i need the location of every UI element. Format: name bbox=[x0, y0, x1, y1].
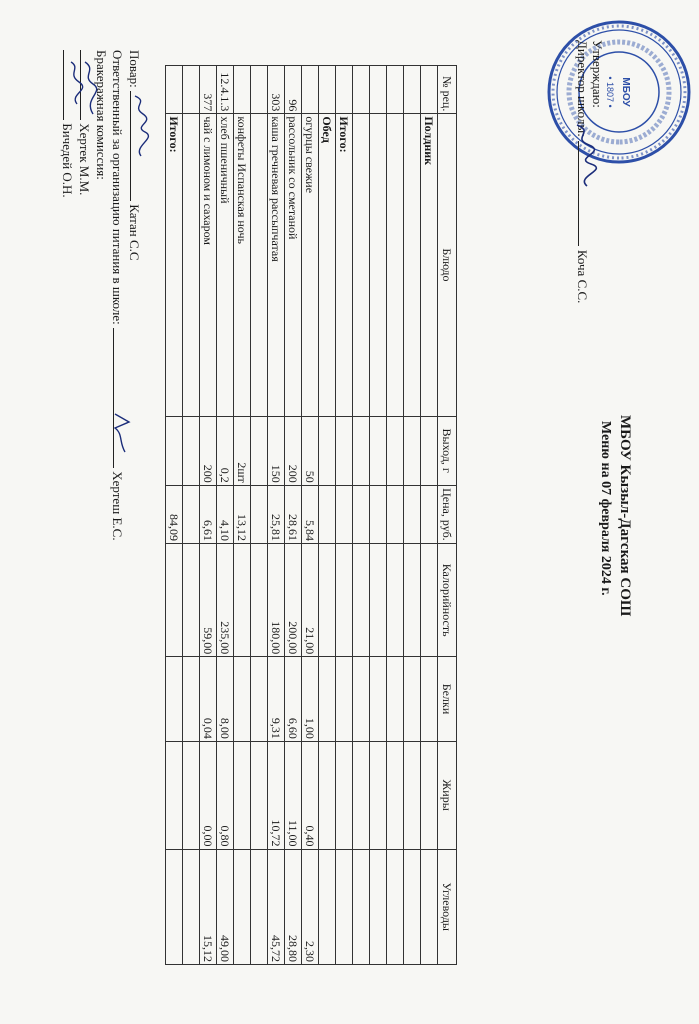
cell-output bbox=[387, 416, 404, 485]
cell-proteins bbox=[319, 657, 336, 742]
col-dish: Блюдо bbox=[438, 114, 457, 416]
cell-fats bbox=[353, 741, 370, 849]
cell-fats: 11,00 bbox=[285, 741, 302, 849]
cell-calories bbox=[336, 544, 353, 657]
cell-recipe: 96 bbox=[285, 66, 302, 114]
cell-fats bbox=[421, 741, 438, 849]
cell-fats: 0,40 bbox=[302, 741, 319, 849]
col-output: Выход, г bbox=[438, 416, 457, 485]
director-label: Директор школы: bbox=[575, 40, 590, 137]
cell-recipe bbox=[166, 66, 183, 114]
cell-carbs bbox=[421, 849, 438, 964]
cell-fats: 10,72 bbox=[268, 741, 285, 849]
approve-label: Утверждаю: bbox=[590, 40, 605, 108]
cell-proteins: 6,60 bbox=[285, 657, 302, 742]
cell-recipe bbox=[336, 66, 353, 114]
cell-recipe bbox=[234, 66, 251, 114]
cell-dish bbox=[183, 114, 200, 416]
cell-output: 50 bbox=[302, 416, 319, 485]
cell-proteins: 1,00 bbox=[302, 657, 319, 742]
cell-dish: Полдник bbox=[421, 114, 438, 416]
cell-price bbox=[336, 485, 353, 543]
cell-recipe: 303 bbox=[268, 66, 285, 114]
cell-carbs: 2,30 bbox=[302, 849, 319, 964]
cell-proteins bbox=[234, 657, 251, 742]
menu-date: Меню на 07 февраля 2024 г. bbox=[598, 421, 613, 596]
cell-dish: Итого: bbox=[166, 114, 183, 416]
cell-price: 5,84 bbox=[302, 485, 319, 543]
cell-carbs bbox=[336, 849, 353, 964]
cell-recipe: 377 bbox=[200, 66, 217, 114]
table-row bbox=[319, 66, 336, 965]
cell-calories bbox=[183, 544, 200, 657]
cell-output: 200 bbox=[200, 416, 217, 485]
cell-output bbox=[183, 416, 200, 485]
responsible-label: Ответственный за организацию питания в школе: bbox=[110, 50, 125, 325]
cell-dish: Итого: bbox=[336, 114, 353, 416]
cell-calories bbox=[234, 544, 251, 657]
school-stamp bbox=[539, 12, 699, 172]
cell-calories bbox=[370, 544, 387, 657]
menu-table bbox=[165, 65, 457, 965]
cell-price bbox=[421, 485, 438, 543]
cell-fats bbox=[251, 741, 268, 849]
table-row bbox=[387, 66, 404, 965]
table-row bbox=[404, 66, 421, 965]
table-row bbox=[370, 66, 387, 965]
table-row bbox=[421, 66, 438, 965]
cell-proteins bbox=[404, 657, 421, 742]
cell-calories: 200,00 bbox=[285, 544, 302, 657]
cell-carbs bbox=[404, 849, 421, 964]
cell-output: 150 bbox=[268, 416, 285, 485]
cell-fats bbox=[319, 741, 336, 849]
director-signature bbox=[569, 120, 599, 190]
cell-fats bbox=[404, 741, 421, 849]
cell-price bbox=[319, 485, 336, 543]
cell-proteins bbox=[336, 657, 353, 742]
cell-carbs bbox=[319, 849, 336, 964]
cell-dish: каша гречневая рассыпчатая bbox=[268, 114, 285, 416]
cell-calories bbox=[353, 544, 370, 657]
cell-recipe bbox=[404, 66, 421, 114]
responsible-signature bbox=[109, 408, 133, 458]
member1-name: Хертек М.М. bbox=[77, 123, 92, 196]
cell-proteins bbox=[353, 657, 370, 742]
cell-carbs bbox=[353, 849, 370, 964]
cell-carbs: 28,80 bbox=[285, 849, 302, 964]
cell-price: 28,61 bbox=[285, 485, 302, 543]
cell-fats bbox=[183, 741, 200, 849]
cell-fats: 0,80 bbox=[217, 741, 234, 849]
cell-proteins bbox=[166, 657, 183, 742]
col-carbs: Углеводы bbox=[438, 849, 457, 964]
cook-name: Катан С.С bbox=[127, 204, 142, 261]
table-row bbox=[268, 66, 285, 965]
responsible-line bbox=[109, 50, 125, 541]
cell-carbs: 45,72 bbox=[268, 849, 285, 964]
cell-dish: огурцы свежие bbox=[302, 114, 319, 416]
cell-dish bbox=[387, 114, 404, 416]
cell-dish: рассольник со сметаной bbox=[285, 114, 302, 416]
cell-price bbox=[183, 485, 200, 543]
cell-carbs bbox=[166, 849, 183, 964]
col-proteins: Белки bbox=[438, 657, 457, 742]
cell-fats bbox=[370, 741, 387, 849]
cell-price bbox=[251, 485, 268, 543]
cell-proteins: 0,04 bbox=[200, 657, 217, 742]
member2-signature bbox=[63, 58, 85, 108]
cell-calories bbox=[319, 544, 336, 657]
cell-output bbox=[421, 416, 438, 485]
table-row bbox=[336, 66, 353, 965]
cell-calories: 21,00 bbox=[302, 544, 319, 657]
cell-dish bbox=[404, 114, 421, 416]
cell-output: 200 bbox=[285, 416, 302, 485]
cell-recipe bbox=[387, 66, 404, 114]
cell-output bbox=[370, 416, 387, 485]
cell-dish: конфеты Испанская ночь bbox=[234, 114, 251, 416]
svg-text:МБОУ: МБОУ bbox=[620, 77, 631, 107]
cell-output: 0,2 bbox=[217, 416, 234, 485]
cell-calories: 59,00 bbox=[200, 544, 217, 657]
cell-price: 25,81 bbox=[268, 485, 285, 543]
cell-carbs bbox=[183, 849, 200, 964]
cell-fats bbox=[387, 741, 404, 849]
table-body bbox=[166, 66, 438, 965]
cell-carbs: 49,00 bbox=[217, 849, 234, 964]
cell-proteins bbox=[387, 657, 404, 742]
cell-price: 4,10 bbox=[217, 485, 234, 543]
cell-proteins bbox=[251, 657, 268, 742]
school-name: МБОУ Кызыл-Дагская СОШ bbox=[617, 415, 633, 617]
cell-proteins bbox=[370, 657, 387, 742]
cell-price: 6,61 bbox=[200, 485, 217, 543]
cell-output bbox=[166, 416, 183, 485]
table-row bbox=[166, 66, 183, 965]
cell-dish: чай с лимоном и сахаром bbox=[200, 114, 217, 416]
responsible-name: Хертеш Е.С. bbox=[110, 471, 125, 541]
cell-proteins bbox=[421, 657, 438, 742]
cell-price bbox=[353, 485, 370, 543]
cell-output bbox=[404, 416, 421, 485]
col-fats: Жиры bbox=[438, 741, 457, 849]
table-row bbox=[183, 66, 200, 965]
cell-carbs bbox=[387, 849, 404, 964]
cell-recipe bbox=[251, 66, 268, 114]
table-row bbox=[302, 66, 319, 965]
cell-carbs: 15,12 bbox=[200, 849, 217, 964]
cell-price: 84,09 bbox=[166, 485, 183, 543]
cell-calories: 235,00 bbox=[217, 544, 234, 657]
cell-calories bbox=[166, 544, 183, 657]
cell-output bbox=[353, 416, 370, 485]
table-row bbox=[200, 66, 217, 965]
cell-price bbox=[387, 485, 404, 543]
cell-recipe bbox=[370, 66, 387, 114]
table-row bbox=[285, 66, 302, 965]
cell-dish: Обед bbox=[319, 114, 336, 416]
cell-recipe bbox=[183, 66, 200, 114]
cell-dish bbox=[251, 114, 268, 416]
cell-calories bbox=[387, 544, 404, 657]
cell-output bbox=[336, 416, 353, 485]
cook-label: Повар: bbox=[127, 50, 142, 88]
table-row bbox=[234, 66, 251, 965]
table-row bbox=[251, 66, 268, 965]
svg-text:• 1807 •: • 1807 • bbox=[605, 76, 615, 108]
cell-recipe bbox=[421, 66, 438, 114]
cell-calories: 180,00 bbox=[268, 544, 285, 657]
cell-price: 13,12 bbox=[234, 485, 251, 543]
cell-fats: 0,00 bbox=[200, 741, 217, 849]
cell-recipe bbox=[319, 66, 336, 114]
commission-label: Бракеражная комиссия: bbox=[94, 50, 109, 180]
cook-signature bbox=[129, 92, 151, 162]
col-price: Цена, руб. bbox=[438, 485, 457, 543]
member2-name: Бичедей О.Н. bbox=[60, 123, 75, 198]
cell-proteins: 9,31 bbox=[268, 657, 285, 742]
cell-recipe: 12.4.1.3 bbox=[217, 66, 234, 114]
col-calories: Калорийность bbox=[438, 544, 457, 657]
cell-carbs bbox=[251, 849, 268, 964]
cell-recipe bbox=[353, 66, 370, 114]
cell-calories bbox=[251, 544, 268, 657]
cell-dish: хлеб пшеничный bbox=[217, 114, 234, 416]
cell-fats bbox=[234, 741, 251, 849]
cell-output bbox=[319, 416, 336, 485]
table-row bbox=[353, 66, 370, 965]
cell-fats bbox=[166, 741, 183, 849]
cell-calories bbox=[421, 544, 438, 657]
cell-output bbox=[251, 416, 268, 485]
cell-recipe bbox=[302, 66, 319, 114]
cell-price bbox=[370, 485, 387, 543]
cell-output: 2шт bbox=[234, 416, 251, 485]
table-row bbox=[217, 66, 234, 965]
cell-price bbox=[404, 485, 421, 543]
cell-dish bbox=[370, 114, 387, 416]
cell-proteins: 8,00 bbox=[217, 657, 234, 742]
director-name: Коча С.С. bbox=[575, 249, 590, 304]
cell-carbs bbox=[234, 849, 251, 964]
cell-carbs bbox=[370, 849, 387, 964]
cell-dish bbox=[353, 114, 370, 416]
cell-proteins bbox=[183, 657, 200, 742]
table-header-row bbox=[438, 66, 457, 965]
cell-calories bbox=[404, 544, 421, 657]
col-recipe: № рец. bbox=[438, 66, 457, 114]
cell-fats bbox=[336, 741, 353, 849]
